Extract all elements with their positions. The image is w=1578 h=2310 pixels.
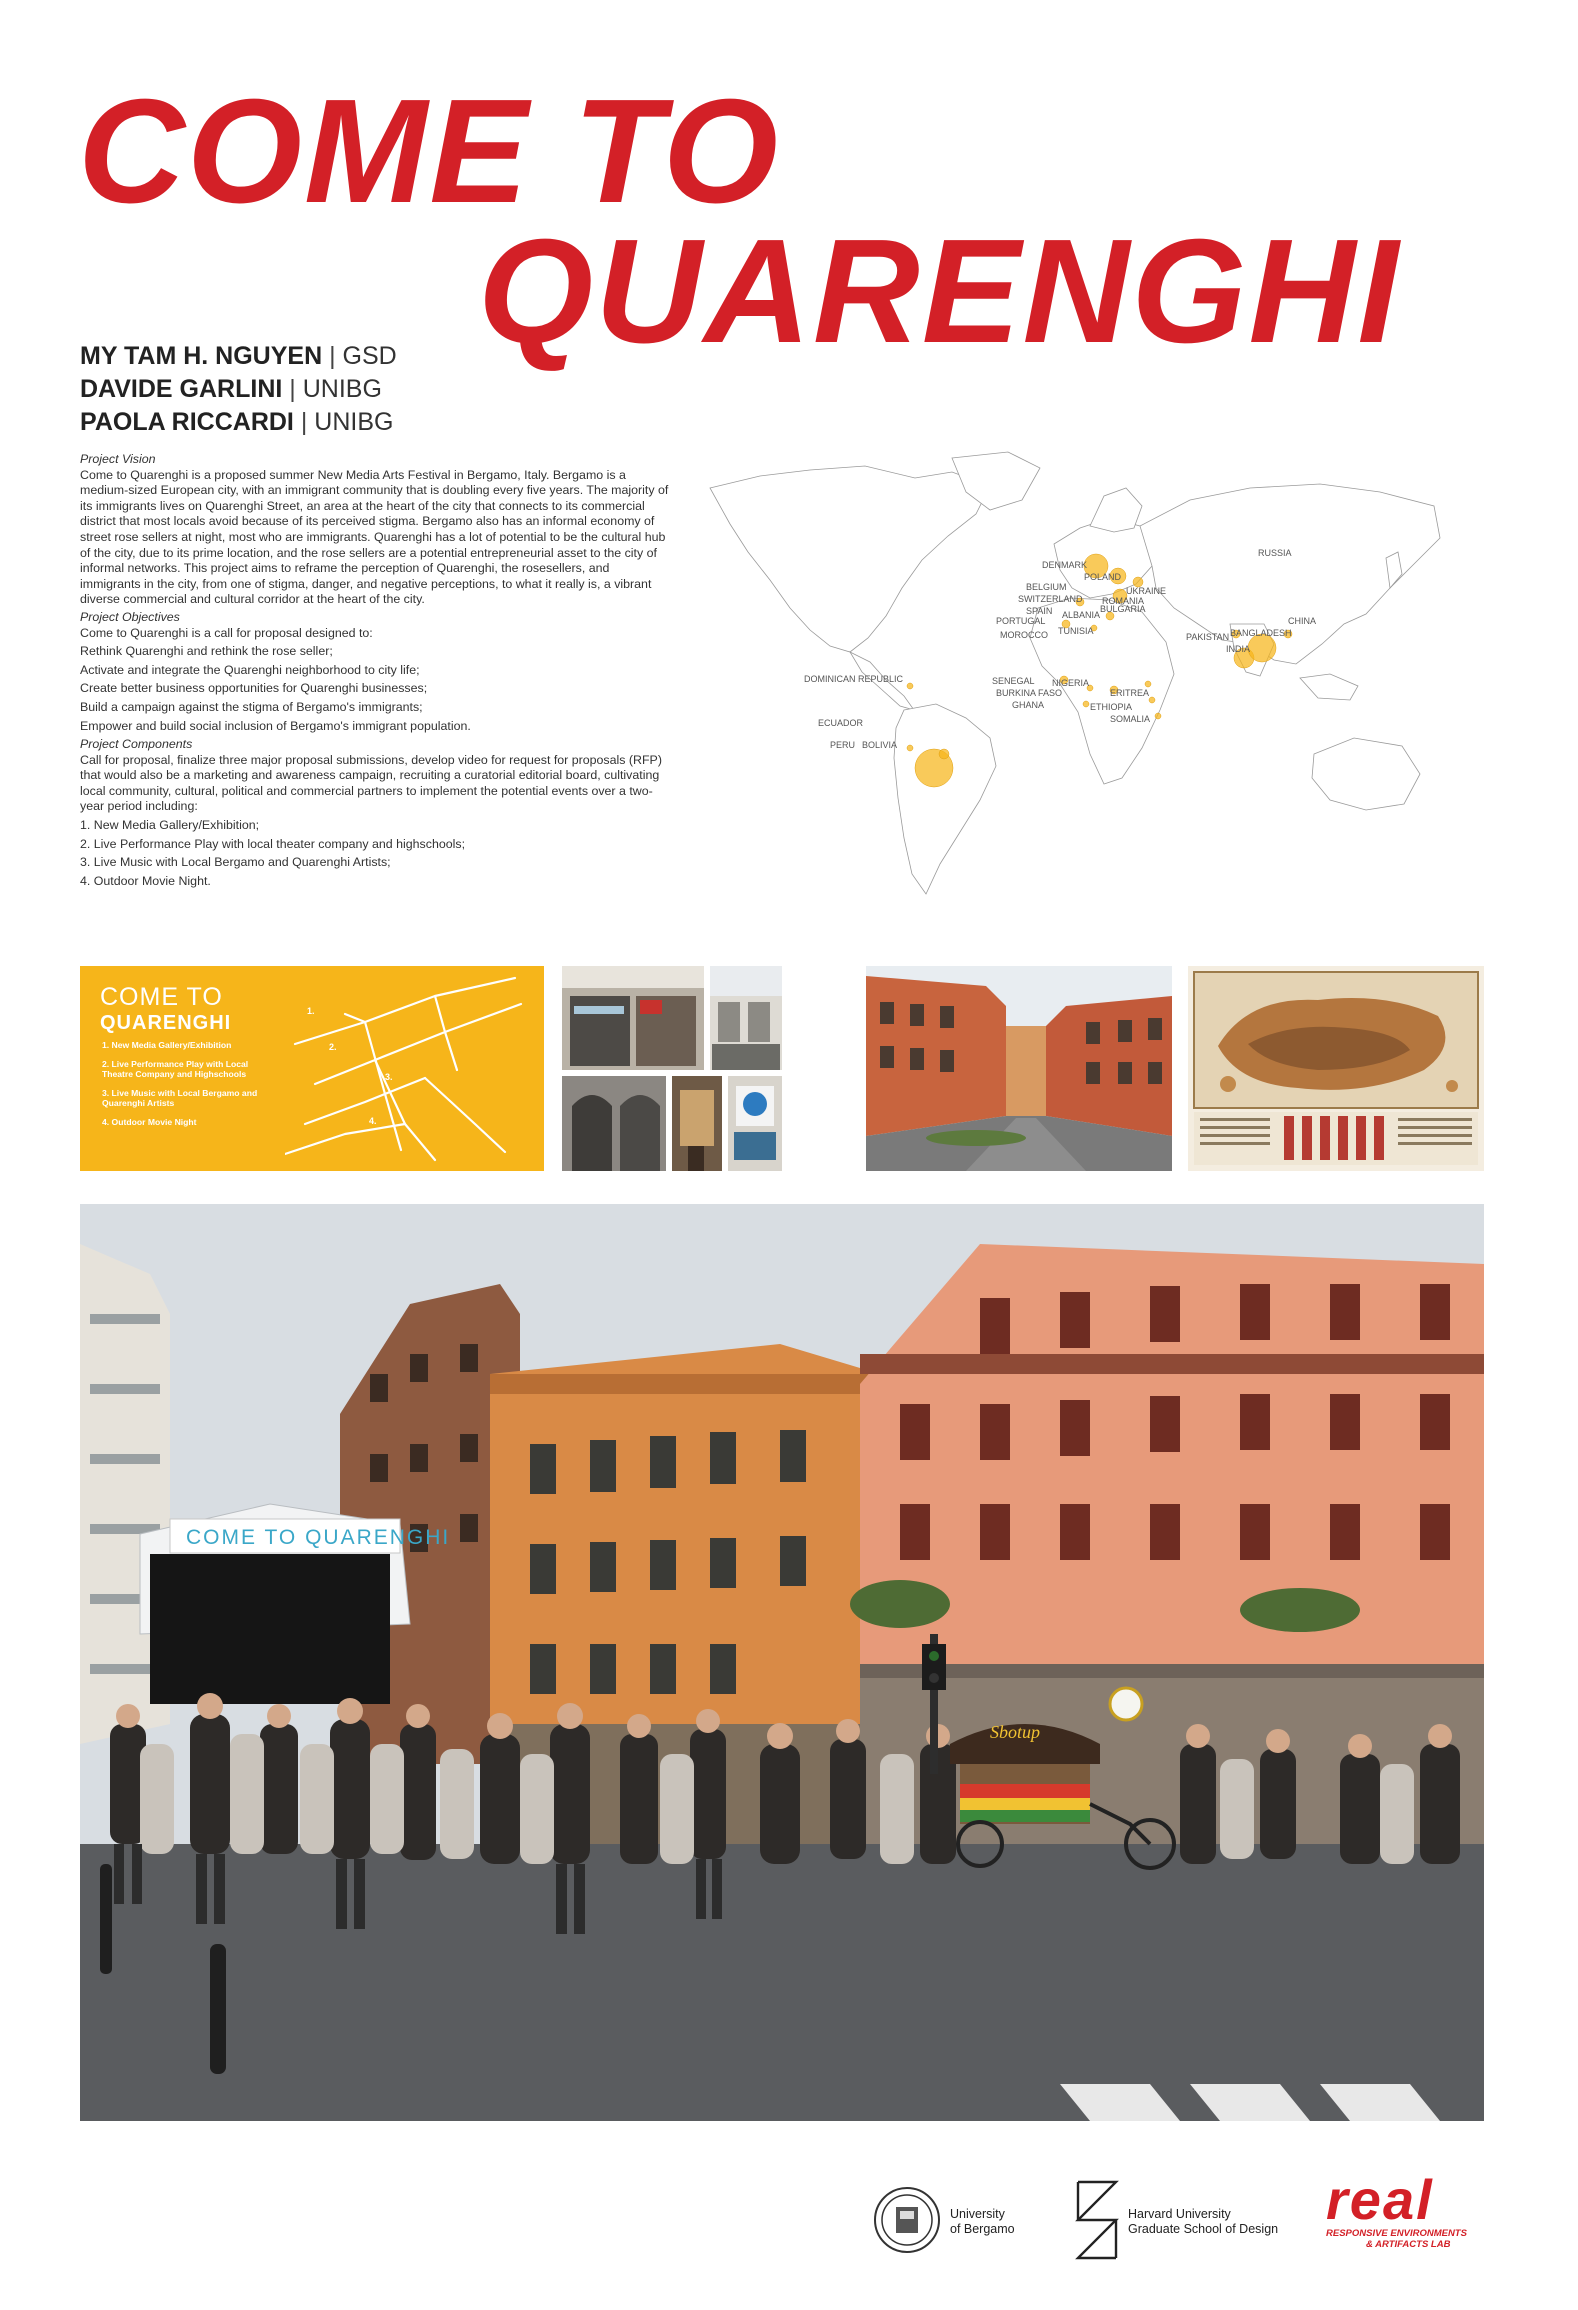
label-ecuador: ECUADOR — [818, 718, 864, 728]
flyer-map-number: 2. — [329, 1042, 337, 1052]
flyer-event-list — [102, 1040, 267, 1135]
poster-title-line1: COME TO — [78, 69, 780, 234]
label-russia: RUSSIA — [1258, 548, 1292, 558]
bubble-ecuador — [907, 745, 913, 751]
historic-map-image — [1188, 966, 1484, 1171]
objective-item: Empower and build social inclusion of Bergamo's immigrant population. — [80, 718, 471, 733]
author-name: DAVIDE GARLINI — [80, 375, 283, 403]
author-affiliation: GSD — [342, 342, 397, 370]
bergamo-logo-line1: University — [950, 2207, 1005, 2221]
flyer-event-item: 3. Live Music with Local Bergamo and Quarenghi Artists — [102, 1087, 258, 1108]
author-row — [80, 340, 397, 373]
flyer-event-item: 1. New Media Gallery/Exhibition — [102, 1040, 232, 1050]
objective-item: Rethink Quarenghi and rethink the rose seller; — [80, 644, 333, 659]
bubble-bangladesh — [1248, 634, 1276, 662]
bergamo-logo-line2: of Bergamo — [950, 2222, 1015, 2236]
bubble-somalia — [1155, 713, 1161, 719]
label-switzerland: SWITZERLAND — [1018, 594, 1083, 604]
bubble-eritrea — [1145, 681, 1151, 687]
author-affiliation: UNIBG — [314, 408, 394, 436]
flyer-map-number: 3. — [385, 1072, 393, 1082]
author-separator: | — [293, 408, 315, 436]
tent-banner-text: COME TO QUARENGHI — [186, 1526, 451, 1549]
author-separator: | — [282, 375, 303, 403]
world-map-svg — [690, 448, 1460, 906]
real-logo-subtitle-2: & ARTIFACTS LAB — [1366, 2239, 1451, 2250]
flyer-street-map — [285, 974, 535, 1164]
label-portugal: PORTUGAL — [996, 616, 1046, 626]
label-ukraine: UKRAINE — [1126, 586, 1167, 596]
label-senegal: SENEGAL — [992, 676, 1035, 686]
component-item: 2. Live Performance Play with local theater company and highschools; — [80, 836, 466, 851]
bubble-bolivia — [939, 749, 949, 759]
world-immigration-map — [690, 448, 1460, 906]
vision-heading: Project Vision — [80, 452, 156, 466]
label-nigeria: NIGERIA — [1052, 678, 1090, 688]
bubble-ghana — [1083, 701, 1089, 707]
label-denmark: DENMARK — [1042, 560, 1088, 570]
street-scene — [866, 966, 1172, 1171]
objectives-heading: Project Objectives — [80, 609, 180, 624]
flyer-title: COME TO — [100, 983, 223, 1011]
label-somalia: SOMALIA — [1110, 714, 1151, 724]
objective-item: Activate and integrate the Quarenghi neighborhood to city life; — [80, 662, 420, 677]
components-intro: Call for proposal, finalize three major proposal submissions, develop video for request for proposals (RFP) that would also be a marketing and awareness campaign, recruiting a curatorial editorial board, cultivating local community, cultural, political and commercial partners to implement the potential events over a two-year period including: — [80, 752, 662, 814]
harvard-logo-line1: Harvard University — [1128, 2207, 1231, 2221]
poster-title-line2: QUARENGHI — [478, 209, 1401, 374]
label-albania: ALBANIA — [1062, 610, 1101, 620]
author-affiliation: UNIBG — [302, 375, 382, 403]
quarenghi-street-photo — [866, 966, 1172, 1171]
bubble-ethiopia — [1149, 697, 1155, 703]
label-pakistan: PAKISTAN — [1186, 632, 1230, 642]
festival-scene — [80, 1204, 1484, 2121]
historic-map — [1188, 966, 1484, 1171]
author-list — [80, 340, 397, 439]
author-name: MY TAM H. NGUYEN — [80, 342, 323, 370]
label-ghana: GHANA — [1012, 700, 1045, 710]
continent-outlines — [710, 452, 1440, 894]
label-bangladesh: BANGLADESH — [1230, 628, 1292, 638]
bubble-dominican — [907, 683, 913, 689]
harvard-logo-line2: Graduate School of Design — [1128, 2222, 1279, 2236]
label-eritrea: ERITREA — [1110, 688, 1150, 698]
label-spain: SPAIN — [1026, 606, 1053, 616]
harvard-gsd-logo-icon — [1074, 2178, 1120, 2260]
author-row — [80, 406, 397, 439]
flyer-event-item: 4. Outdoor Movie Night — [102, 1116, 197, 1127]
label-china: CHINA — [1288, 616, 1317, 626]
objective-item: Build a campaign against the stigma of Bergamo's immigrants; — [80, 699, 423, 714]
real-logo-word: real — [1326, 2168, 1434, 2231]
components-heading: Project Components — [80, 737, 193, 752]
flyer-title-bold: QUARENGHI — [100, 1012, 232, 1034]
vision-text: Come to Quarenghi is a proposed summer New Media Arts Festival in Bergamo, Italy. Bergamo is a medium-sized European city, with an immigrant community that is doubling every five years. The majority of its immigrants lives on Quarenghi Street, an area at the heart of the city that connects to its commercial district that most locals avoid because of its perceived stigma. Bergamo also has an informal economy of street rose sellers at night, most who are immigrants. Quarenghi has a lot of potential to be the cultural hub of the city, due to its prime location, and the rose sellers are a potential entrepreneurial asset to the city of informal networks. This project aims to reframe the perception of Quarenghi, the rosesellers, and immigrants in the city, from one of stigma, danger, and negative perceptions, to what it really is, a vibrant diverse commercial and cultural corridor at the heart of the city. — [80, 467, 669, 607]
author-row — [80, 373, 397, 406]
label-bolivia: BOLIVIA — [862, 740, 898, 750]
label-bulgaria: BULGARIA — [1100, 604, 1146, 614]
harvard-logo-text — [1128, 2207, 1278, 2237]
real-lab-logo — [1326, 2168, 1467, 2250]
university-of-bergamo-seal-icon — [872, 2185, 942, 2255]
objective-item: Create better business opportunities for Quarenghi businesses; — [80, 681, 428, 696]
label-dominican: DOMINICAN REPUBLIC — [804, 674, 904, 684]
objectives-intro: Come to Quarenghi is a call for proposal designed to: — [80, 625, 373, 640]
label-india: INDIA — [1226, 644, 1251, 654]
label-romania: ROMANIA — [1102, 596, 1145, 606]
storefront-photo-grid — [562, 966, 782, 1171]
cart-sign-text: Sbotup — [990, 1722, 1041, 1742]
flyer-card — [80, 966, 544, 1171]
flyer-map-number: 1. — [307, 1006, 315, 1016]
storefront-photos — [562, 966, 782, 1171]
real-logo-subtitle-1: RESPONSIVE ENVIRONMENTS — [1326, 2228, 1467, 2239]
label-burkina: BURKINA FASO — [996, 688, 1063, 698]
component-item: 4. Outdoor Movie Night. — [80, 873, 211, 888]
component-item: 1. New Media Gallery/Exhibition; — [80, 818, 260, 833]
author-separator: | — [322, 342, 343, 370]
label-belgium: BELGIUM — [1026, 582, 1067, 592]
flyer-event-item: 2. Live Performance Play with Local Theatre Company and Highschools — [102, 1058, 249, 1079]
flyer-map-number: 4. — [369, 1116, 377, 1126]
component-item: 3. Live Music with Local Bergamo and Quarenghi Artists; — [80, 855, 391, 870]
label-peru: PERU — [830, 740, 856, 750]
label-poland: POLAND — [1084, 572, 1122, 582]
project-description — [80, 452, 670, 892]
label-ethiopia: ETHIOPIA — [1090, 702, 1133, 712]
label-morocco: MOROCCO — [1000, 630, 1048, 640]
main-festival-photo — [80, 1204, 1484, 2121]
label-tunisia: TUNISIA — [1058, 626, 1094, 636]
bergamo-logo-text — [950, 2207, 1015, 2237]
author-name: PAOLA RICCARDI — [80, 408, 294, 436]
